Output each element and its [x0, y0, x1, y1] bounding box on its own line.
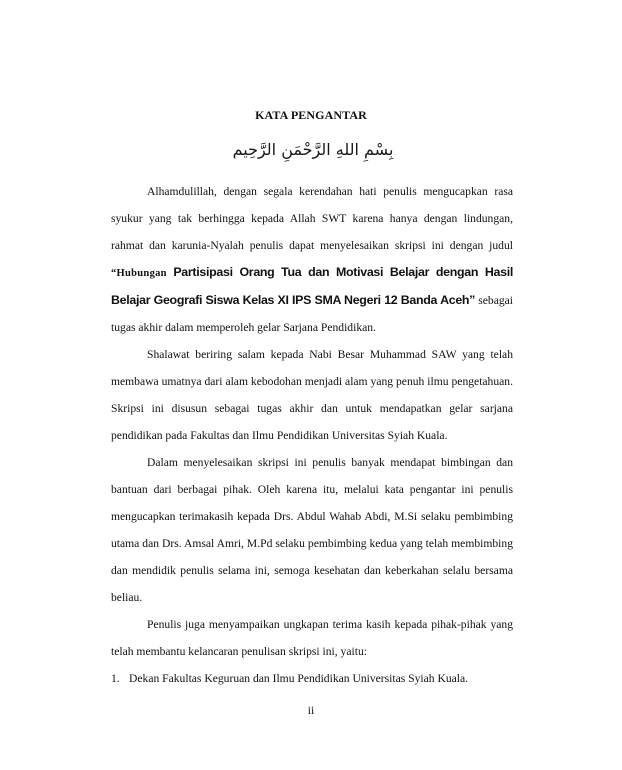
basmala-text: بِسْمِ اللهِ الرَّحْمَنِ الرَّحِيم [232, 140, 394, 159]
thesis-title: Partisipasi Orang Tua dan Motivasi Belajar dengan Hasil Belajar Geografi Siswa Kelas XI IPS SMA Negeri 12 Banda Aceh” [111, 265, 513, 307]
document-body [111, 178, 513, 692]
paragraph-1-tail: sebagai tugas akhir dalam memperoleh gelar Sarjana Pendidikan. [111, 294, 514, 334]
thesis-title-prefix: “Hubungan [111, 268, 174, 279]
page-number: ii [307, 704, 315, 717]
paragraph-2: Shalawat beriring salam kepada Nabi Besar Muhammad SAW yang telah membawa umatnya dari alam kebodohan menjadi alam yang penuh ilmu pengetahuan. Skripsi ini disusun sebagai tugas akhir dan untuk mendapatkan gelar sarjana pendidikan pada Fakultas dan Ilmu Pendidikan Universitas Syiah Kuala. [111, 348, 513, 442]
paragraph-1 [111, 178, 513, 341]
page-title: KATA PENGANTAR [255, 108, 367, 122]
list-item-text: Dekan Fakultas Keguruan dan Ilmu Pendidikan Universitas Syiah Kuala. [129, 672, 469, 685]
list-item-number: 1. [111, 672, 120, 685]
paragraph-3: Dalam menyelesaikan skripsi ini penulis banyak mendapat bimbingan dan bantuan dari berbagai pihak. Oleh karena itu, melalui kata pengantar ini penulis mengucapkan terimakasih kepada Drs. Abdul Wahab Abdi, M.Si selaku pembimbing utama dan Drs. Amsal Amri, M.Pd selaku pembimbing kedua yang telah membimbing dan mendidik penulis selama ini, semoga kesehatan dan keberkahan selalu bersama beliau. [111, 456, 513, 604]
paragraph-1-text: Alhamdulillah, dengan segala kerendahan hati penulis mengucapkan rasa syukur yang tak berhingga kepada Allah SWT karena hanya dengan lindungan, rahmat dan karunia-Nyalah penulis dapat menyelesaikan skripsi ini dengan judul [111, 185, 513, 252]
paragraph-4: Penulis juga menyampaikan ungkapan terima kasih kepada pihak-pihak yang telah membantu kelancaran penulisan skripsi ini, yaitu: [111, 618, 513, 658]
list-item [111, 665, 513, 692]
basmala-calligraphy [232, 128, 394, 168]
